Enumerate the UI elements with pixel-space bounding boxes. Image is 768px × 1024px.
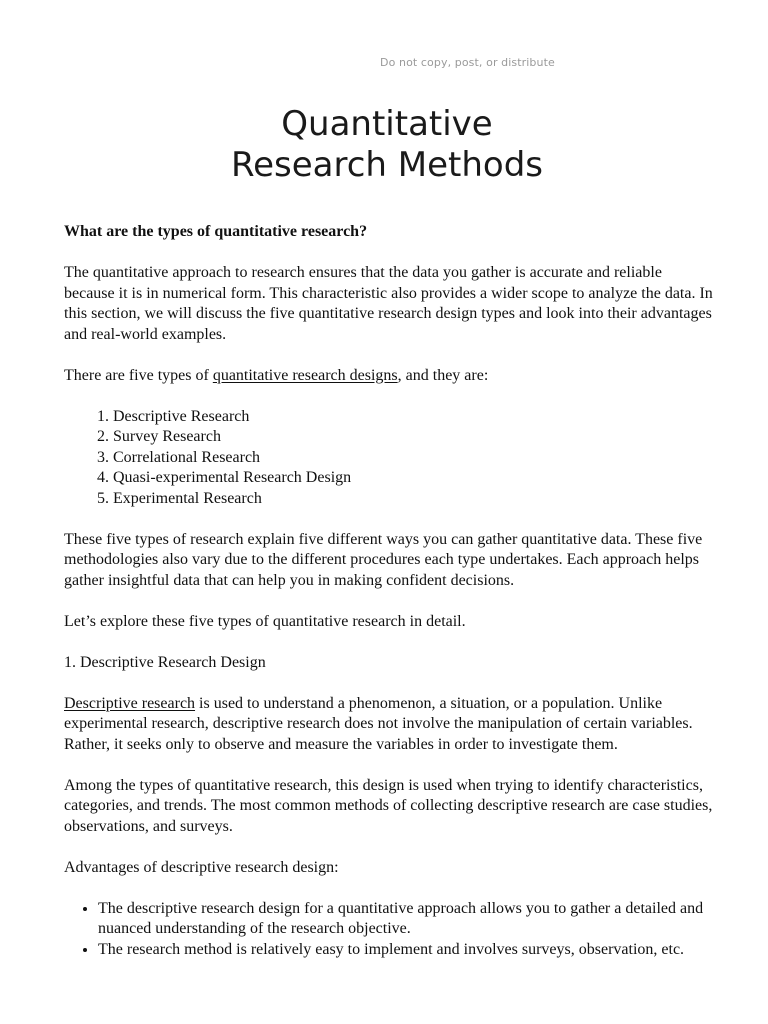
research-types-list [64,407,714,510]
section-heading: 1. Descriptive Research Design [64,653,266,671]
page-title [0,104,768,186]
page-title-line-2: Research Methods [231,145,543,185]
list-item: • The research method is relatively easy to implement and involves surveys, observation, etc. [98,940,714,961]
list-item: • The descriptive research design for a quantitative approach allows you to gather a detailed and nuanced understanding of the research objective. [98,899,714,940]
descriptive-paragraph-text: is used to understand a phenomenon, a situation, or a population. Unlike experimental research, descriptive research does not involve the manipulation of certain variables. Rather, it seeks only to observe and measure the variables in order to investigate them. [64,694,693,753]
methods-paragraph: These five types of research explain five different ways you can gather quantitative data. These five methodologies also vary due to the different procedures each type undertakes. Each approach helps gather insightful data that can help you in making confident decisions. [64,530,703,589]
types-intro-text-after: , and they are: [397,366,489,384]
descriptive-paragraph [64,694,714,756]
advantages-list [64,899,714,961]
list-item: 3. Correlational Research [113,448,714,469]
types-intro-text-before: There are five types of [64,366,213,384]
list-item: 1. Descriptive Research [113,407,714,428]
descriptive-research-link[interactable]: Descriptive research [64,694,196,712]
watermark: Do not copy, post, or distribute [380,56,555,69]
page-title-line-1: Quantitative [281,104,493,144]
list-item: 2. Survey Research [113,427,714,448]
quantitative-research-designs-link[interactable]: quantitative research designs [212,366,398,384]
among-paragraph: Among the types of quantitative research, this design is used when trying to identify characteristics, categories, and trends. The most common methods of collecting descriptive research are case studies, observations, and surveys. [64,776,713,835]
intro-paragraph: The quantitative approach to research ensures that the data you gather is accurate and reliable because it is in numerical form. This characteristic also provides a wider scope to analyze the data. In this section, we will discuss the five quantitative research design types and look into their advantages and real-world examples. [64,264,713,343]
document-body [64,222,714,960]
explore-paragraph: Let’s explore these five types of quantitative research in detail. [64,612,466,630]
advantages-heading: Advantages of descriptive research design: [64,858,339,876]
types-intro-paragraph [64,366,714,387]
question-heading: What are the types of quantitative research? [64,223,368,240]
list-item: 4. Quasi-experimental Research Design [113,468,714,489]
list-item: 5. Experimental Research [113,489,714,510]
